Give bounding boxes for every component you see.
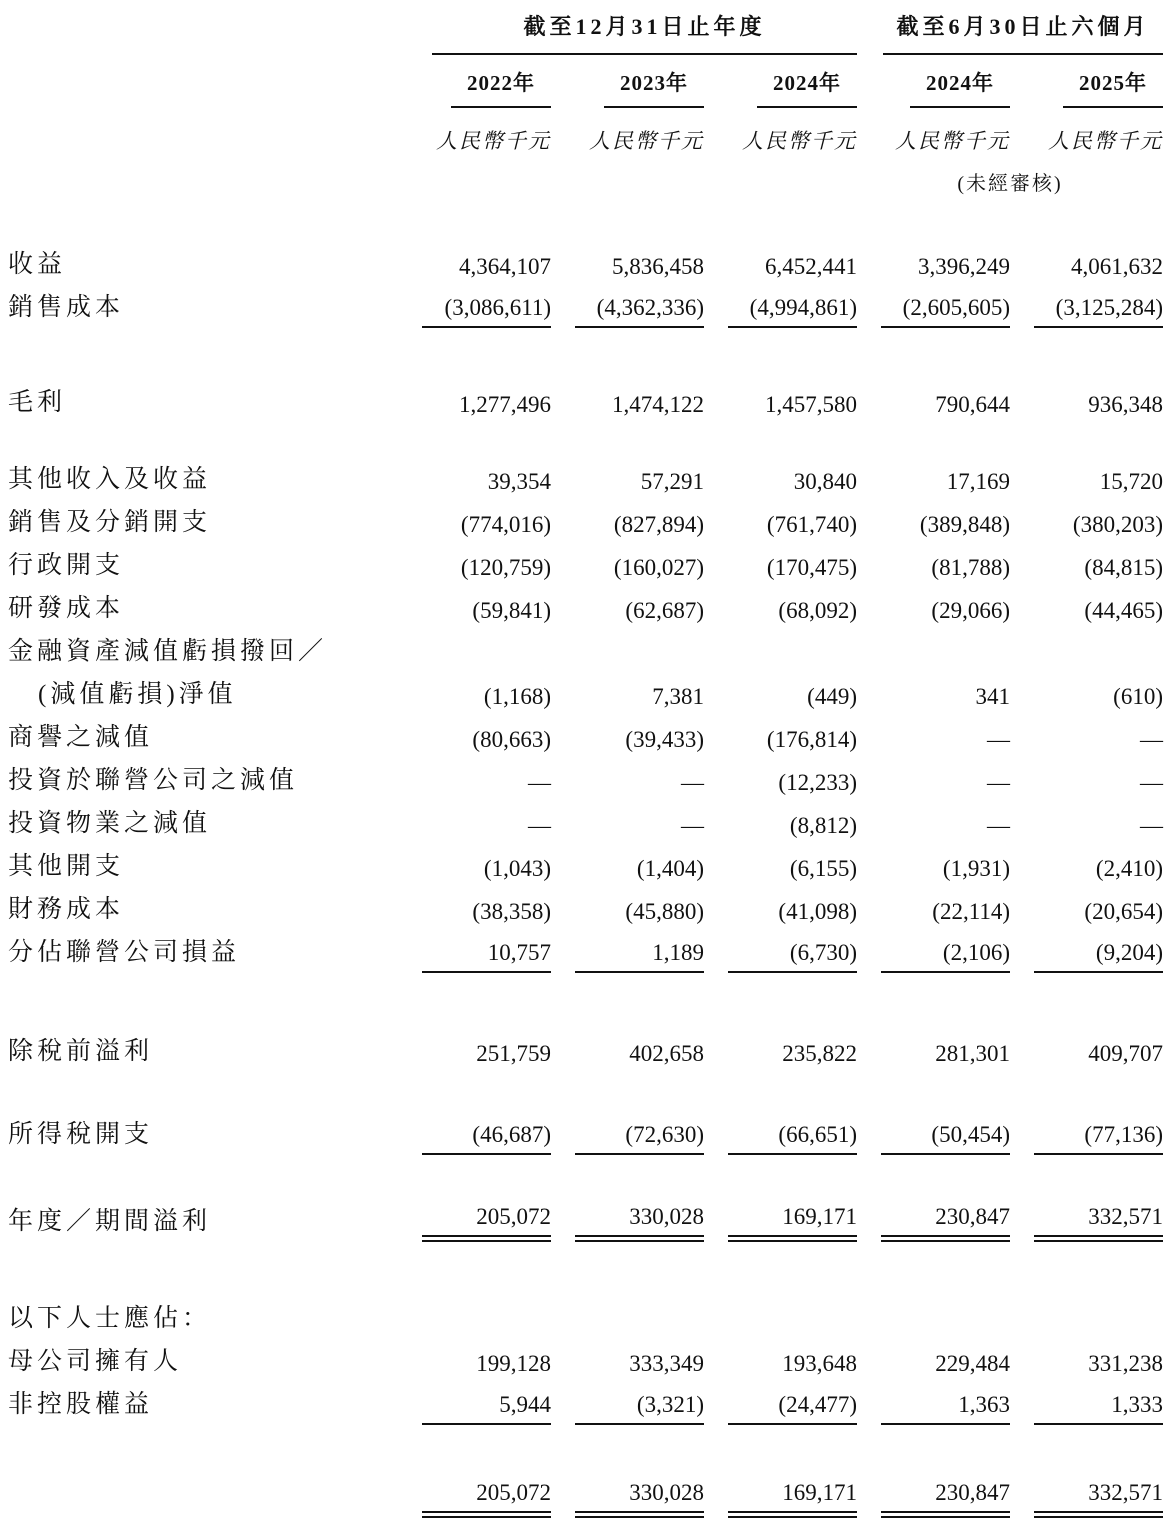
cell-value: (774,016) [460,512,551,537]
row-label-cell [8,244,398,285]
table-row [8,758,1170,801]
unit-label: 人民幣千元 [895,129,1010,153]
cell-value: (2,106) [881,930,1010,973]
cell-value: (44,465) [1084,598,1163,623]
cell-value: — [987,727,1010,752]
row-label-cell [8,1384,398,1425]
cell-value: 7,381 [652,684,704,709]
cell-value: (46,687) [422,1112,551,1155]
cell-value [881,629,1010,672]
cell-value: 333,349 [629,1351,704,1376]
cell-value: 402,658 [629,1041,704,1066]
table-row [8,380,1170,423]
cell-value: 199,128 [476,1351,551,1376]
cell-value: 57,291 [640,469,704,494]
table-row [8,1112,1170,1155]
row-label: 行政開支 [8,552,125,579]
cell-value: 330,028 [575,1199,704,1242]
cell-value: 281,301 [935,1041,1010,1066]
cell-value: — [681,770,704,795]
cell-value: 193,648 [782,1351,857,1376]
cell-value: 169,171 [728,1199,857,1242]
row-label-cell [8,846,398,887]
cell-value: 330,028 [575,1475,704,1518]
row-label: 所得稅開支 [8,1121,154,1148]
cell-value: (22,114) [932,899,1010,924]
cell-value: — [528,770,551,795]
row-label-cell [8,803,398,844]
cell-value: (38,358) [472,899,551,924]
row-label-cell [8,382,398,423]
cell-value [1034,629,1163,672]
year-header-cell [704,67,857,108]
cell-value [422,1296,551,1339]
table-row [8,242,1170,285]
row-label-cell [8,588,398,629]
cell-value: 341 [975,684,1010,709]
cell-value: (4,994,861) [728,285,857,328]
cell-value: (45,880) [625,899,704,924]
cell-value: 30,840 [793,469,857,494]
cell-value: (84,815) [1084,555,1163,580]
row-label: 分佔聯營公司損益 [8,939,241,966]
cell-value: — [1140,727,1163,752]
unit-label: 人民幣千元 [1048,129,1163,153]
row-label-cell [8,1341,398,1382]
cell-value: — [987,770,1010,795]
cell-value: 4,061,632 [1071,254,1163,279]
cell-value: (1,404) [636,856,704,881]
row-label-cell [8,1114,398,1155]
cell-value [422,629,551,672]
cell-value: 205,072 [422,1475,551,1518]
row-label-cell [8,760,398,801]
cell-value: (380,203) [1072,512,1163,537]
row-label: 財務成本 [8,896,125,923]
cell-value: (68,092) [778,598,857,623]
row-label-cell [8,717,398,758]
cell-value: 332,571 [1034,1475,1163,1518]
cell-value: (3,321) [575,1382,704,1425]
cell-value: 3,396,249 [918,254,1010,279]
cell-value: 235,822 [782,1041,857,1066]
row-label: 母公司擁有人 [8,1348,183,1375]
cell-value: 10,757 [422,930,551,973]
cell-value: 5,836,458 [612,254,704,279]
cell-value: (9,204) [1034,930,1163,973]
year-header-cell [398,67,551,108]
row-label-cell [8,932,398,973]
cell-value: (3,125,284) [1034,285,1163,328]
cell-value: — [987,813,1010,838]
cell-value: (72,630) [575,1112,704,1155]
cell-value: (6,730) [728,930,857,973]
table-row [8,672,1170,715]
cell-value [881,1296,1010,1339]
table-row [8,801,1170,844]
cell-value: (1,931) [942,856,1010,881]
cell-value: (29,066) [931,598,1010,623]
cell-value: (610) [1113,684,1163,709]
header-unit-row [8,108,1170,155]
row-label: 除稅前溢利 [8,1038,154,1065]
row-label-cell [8,545,398,586]
row-label: (減值虧損)淨值 [38,681,237,708]
cell-value: 6,452,441 [765,254,857,279]
year-header-cell [1010,67,1163,108]
cell-value: (120,759) [460,555,551,580]
table-row [8,1296,1170,1339]
row-label: 金融資產減值虧損撥回／ [8,638,328,665]
cell-value: (4,362,336) [575,285,704,328]
table-row [8,930,1170,973]
unaudited-note: (未經審核) [957,173,1063,195]
table-row [8,500,1170,543]
cell-value: 790,644 [935,392,1010,417]
cell-value: 230,847 [881,1199,1010,1242]
cell-value: — [681,813,704,838]
cell-value: 1,363 [881,1382,1010,1425]
table-row [8,1382,1170,1425]
row-label: 年度／期間溢利 [8,1208,212,1235]
cell-value: 409,707 [1088,1041,1163,1066]
cell-value: 331,238 [1088,1351,1163,1376]
table-row [8,543,1170,586]
table-row [8,1029,1170,1072]
cell-value: 230,847 [881,1475,1010,1518]
row-label: 研發成本 [8,595,125,622]
row-label: 其他收入及收益 [8,466,212,493]
row-label: 銷售及分銷開支 [8,509,212,536]
cell-value: (50,454) [881,1112,1010,1155]
cell-value: (81,788) [931,555,1010,580]
cell-value: — [1140,770,1163,795]
header-group-row [8,10,1170,55]
cell-value: — [1140,813,1163,838]
year-header-2022: 2022年 [451,67,551,108]
column-group-interim-title: 截至6月30日止六個月 [883,10,1163,55]
row-label-cell [8,287,398,328]
cell-value: 17,169 [946,469,1010,494]
row-label: 銷售成本 [8,294,125,321]
cell-value: 5,944 [422,1382,551,1425]
cell-value: (827,894) [613,512,704,537]
unit-label: 人民幣千元 [436,129,551,153]
table-row [8,715,1170,758]
row-label-cell [8,459,398,500]
cell-value: 15,720 [1099,469,1163,494]
cell-value: (170,475) [766,555,857,580]
cell-value: 1,474,122 [612,392,704,417]
row-label: 其他開支 [8,853,125,880]
header-unaudited-row [8,155,1170,196]
row-label: 非控股權益 [8,1391,154,1418]
table-row [8,285,1170,328]
cell-value: (176,814) [766,727,857,752]
row-label: 收益 [8,251,67,278]
cell-value: 936,348 [1088,392,1163,417]
cell-value: 332,571 [1034,1199,1163,1242]
table-row [8,887,1170,930]
cell-value: 1,457,580 [765,392,857,417]
cell-value: 1,189 [575,930,704,973]
row-label-cell [8,1201,398,1242]
row-label: 投資物業之減值 [8,810,212,837]
cell-value: — [528,813,551,838]
cell-value: 39,354 [487,469,551,494]
row-label: 商譽之減值 [8,724,154,751]
cell-value: 169,171 [728,1475,857,1518]
row-label: 以下人士應佔： [8,1305,212,1332]
cell-value: (3,086,611) [422,285,551,328]
table-row [8,1475,1170,1518]
column-group-annual-title: 截至12月31日止年度 [432,10,857,55]
cell-value [575,629,704,672]
table-row [8,457,1170,500]
cell-value [728,629,857,672]
cell-value: 4,364,107 [459,254,551,279]
cell-value: (160,027) [613,555,704,580]
cell-value: (6,155) [789,856,857,881]
row-label-cell [8,1031,398,1072]
unit-label: 人民幣千元 [589,129,704,153]
cell-value: (62,687) [625,598,704,623]
year-header-2024: 2024年 [757,67,857,108]
row-label: 投資於聯營公司之減值 [8,767,299,794]
cell-value: (66,651) [728,1112,857,1155]
statement-rows [8,242,1170,1518]
cell-value: (449) [807,684,857,709]
cell-value: 229,484 [935,1351,1010,1376]
table-row [8,844,1170,887]
row-label-cell [8,889,398,930]
cell-value: (59,841) [472,598,551,623]
cell-value: 1,277,496 [459,392,551,417]
cell-value: (2,410) [1095,856,1163,881]
cell-value: 1,333 [1034,1382,1163,1425]
table-row [8,629,1170,672]
row-label-cell [8,631,398,672]
row-label-cell [8,1298,398,1339]
header-year-row [8,67,1170,108]
cell-value: (80,663) [472,727,551,752]
table-row [8,1339,1170,1382]
cell-value: (1,043) [483,856,551,881]
table-row [8,586,1170,629]
cell-value [728,1296,857,1339]
year-header-2023: 2023年 [604,67,704,108]
cell-value [1034,1296,1163,1339]
cell-value: (1,168) [483,684,551,709]
cell-value: (761,740) [766,512,857,537]
cell-value: (8,812) [789,813,857,838]
year-header-cell [857,67,1010,108]
year-header-cell [551,67,704,108]
cell-value: (24,477) [728,1382,857,1425]
cell-value [575,1296,704,1339]
row-label-cell [8,674,398,715]
cell-value: 251,759 [476,1041,551,1066]
row-label-cell [8,1513,398,1518]
cell-value: (2,605,605) [881,285,1010,328]
cell-value: (39,433) [625,727,704,752]
cell-value: (12,233) [778,770,857,795]
cell-value: (389,848) [919,512,1010,537]
cell-value: (77,136) [1034,1112,1163,1155]
year-header-2024-interim: 2024年 [910,67,1010,108]
row-label-cell [8,502,398,543]
table-row [8,1199,1170,1242]
year-header-2025-interim: 2025年 [1063,67,1163,108]
cell-value: 205,072 [422,1199,551,1242]
cell-value: (41,098) [778,899,857,924]
unit-label: 人民幣千元 [742,129,857,153]
cell-value: (20,654) [1084,899,1163,924]
row-label: 毛利 [8,389,67,416]
